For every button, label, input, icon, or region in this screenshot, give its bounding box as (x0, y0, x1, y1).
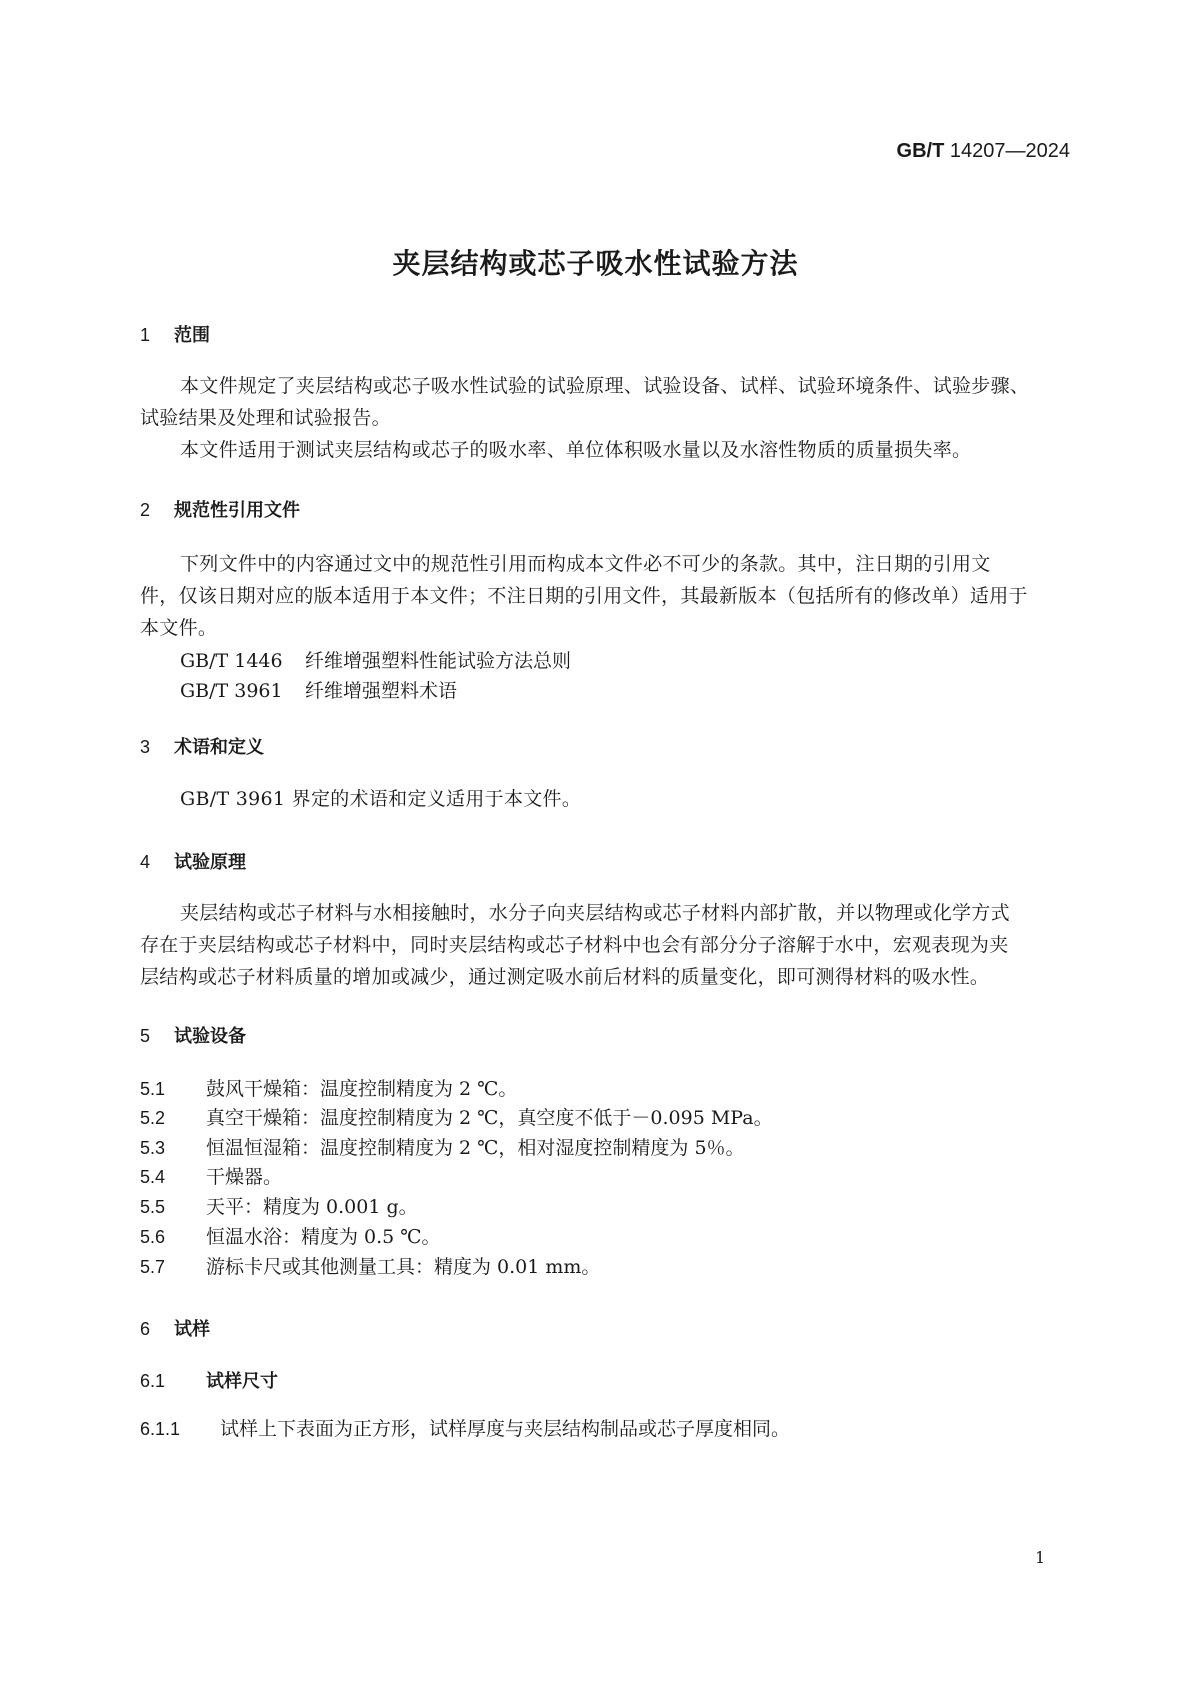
equipment-item (140, 1074, 1070, 1101)
section-number: 1 (140, 325, 151, 345)
equipment-item (140, 1103, 1070, 1130)
reference-code: GB/T 1446 (180, 650, 283, 672)
clause-item (140, 1414, 1070, 1441)
section-2-heading (140, 496, 300, 522)
standard-code (830, 140, 1070, 163)
item-text: 恒温水浴：精度为 0.5 ℃。 (206, 1226, 441, 1248)
section-4-paragraph-line-1: 夹层结构或芯子材料与水相接触时，水分子向夹层结构或芯子材料内部扩散，并以物理或化学方式 (180, 902, 1010, 924)
clause-text: 试样上下表面为正方形，试样厚度与夹层结构制品或芯子厚度相同。 (220, 1418, 791, 1440)
section-5-heading (140, 1022, 246, 1048)
section-1-paragraph-2: 本文件适用于测试夹层结构或芯子的吸水率、单位体积吸水量以及水溶性物质的质量损失率。 (180, 439, 972, 461)
page-number: 1 (1035, 1548, 1046, 1567)
item-text: 天平：精度为 0.001 g。 (206, 1196, 418, 1218)
reference-item (180, 646, 571, 673)
equipment-item (140, 1133, 1070, 1160)
section-4-paragraph-line-2: 存在于夹层结构或芯子材料中，同时夹层结构或芯子材料中也会有部分分子溶解于水中，宏观表现为夹 (140, 934, 1009, 956)
item-text: 恒温恒湿箱：温度控制精度为 2 ℃，相对湿度控制精度为 5％。 (206, 1137, 745, 1159)
section-number: 2 (140, 500, 151, 520)
item-number: 5.3 (140, 1138, 166, 1158)
item-text: 真空干燥箱：温度控制精度为 2 ℃，真空度不低于－0.095 MPa。 (206, 1107, 773, 1129)
section-title: 规范性引用文件 (174, 500, 300, 521)
section-1-paragraph-1-line-1: 本文件规定了夹层结构或芯子吸水性试验的试验原理、试验设备、试样、试验环境条件、试验步骤、 (180, 375, 1030, 397)
item-number: 5.1 (140, 1079, 166, 1099)
reference-code: GB/T 3961 (180, 680, 283, 702)
equipment-item (140, 1252, 1070, 1279)
section-2-paragraph-line-3: 本文件。 (140, 617, 218, 639)
section-1-paragraph-1-line-2: 试验结果及处理和试验报告。 (140, 407, 391, 429)
standard-prefix: GB/T (896, 140, 945, 162)
section-1-heading (140, 321, 210, 347)
section-2-paragraph-line-1: 下列文件中的内容通过文中的规范性引用而构成本文件必不可少的条款。其中，注日期的引用文 (180, 553, 991, 575)
section-number: 3 (140, 737, 151, 757)
reference-title: 纤维增强塑料术语 (305, 680, 458, 702)
item-text: 游标卡尺或其他测量工具：精度为 0.01 mm。 (206, 1256, 601, 1278)
section-4-heading (140, 848, 246, 874)
equipment-item (140, 1192, 1070, 1219)
item-number: 5.7 (140, 1257, 166, 1277)
section-3-heading (140, 733, 264, 759)
item-text: 鼓风干燥箱：温度控制精度为 2 ℃。 (206, 1078, 518, 1100)
section-number: 4 (140, 852, 151, 872)
section-4-paragraph-line-3: 层结构或芯子材料质量的增加或减少，通过测定吸水前后材料的质量变化，即可测得材料的吸水性。 (140, 966, 990, 988)
subsection-6-1-heading (140, 1367, 278, 1393)
section-title: 试验原理 (174, 852, 246, 873)
section-number: 6 (140, 1319, 151, 1339)
document-title: 夹层结构或芯子吸水性试验方法 (392, 247, 799, 280)
reference-item (180, 676, 457, 703)
item-number: 5.5 (140, 1197, 166, 1217)
equipment-item (140, 1222, 1070, 1249)
section-2-paragraph-line-2: 件，仅该日期对应的版本适用于本文件；不注日期的引用文件，其最新版本（包括所有的修改单）适用于 (140, 585, 1028, 607)
section-title: 试样 (174, 1319, 210, 1340)
item-number: 5.6 (140, 1227, 166, 1247)
subsection-number: 6.1 (140, 1371, 166, 1391)
section-number: 5 (140, 1026, 151, 1046)
subsection-title: 试样尺寸 (206, 1371, 278, 1392)
reference-title: 纤维增强塑料性能试验方法总则 (305, 650, 572, 672)
section-6-heading (140, 1315, 210, 1341)
equipment-item (140, 1162, 1070, 1189)
section-title: 术语和定义 (174, 737, 264, 758)
section-3-paragraph: GB/T 3961 界定的术语和定义适用于本文件。 (180, 788, 582, 810)
item-number: 5.4 (140, 1167, 166, 1187)
clause-number: 6.1.1 (140, 1419, 181, 1439)
item-text: 干燥器。 (206, 1166, 283, 1188)
section-title: 试验设备 (174, 1026, 246, 1047)
section-title: 范围 (174, 325, 210, 346)
standard-number: 14207—2024 (949, 140, 1070, 162)
item-number: 5.2 (140, 1108, 166, 1128)
